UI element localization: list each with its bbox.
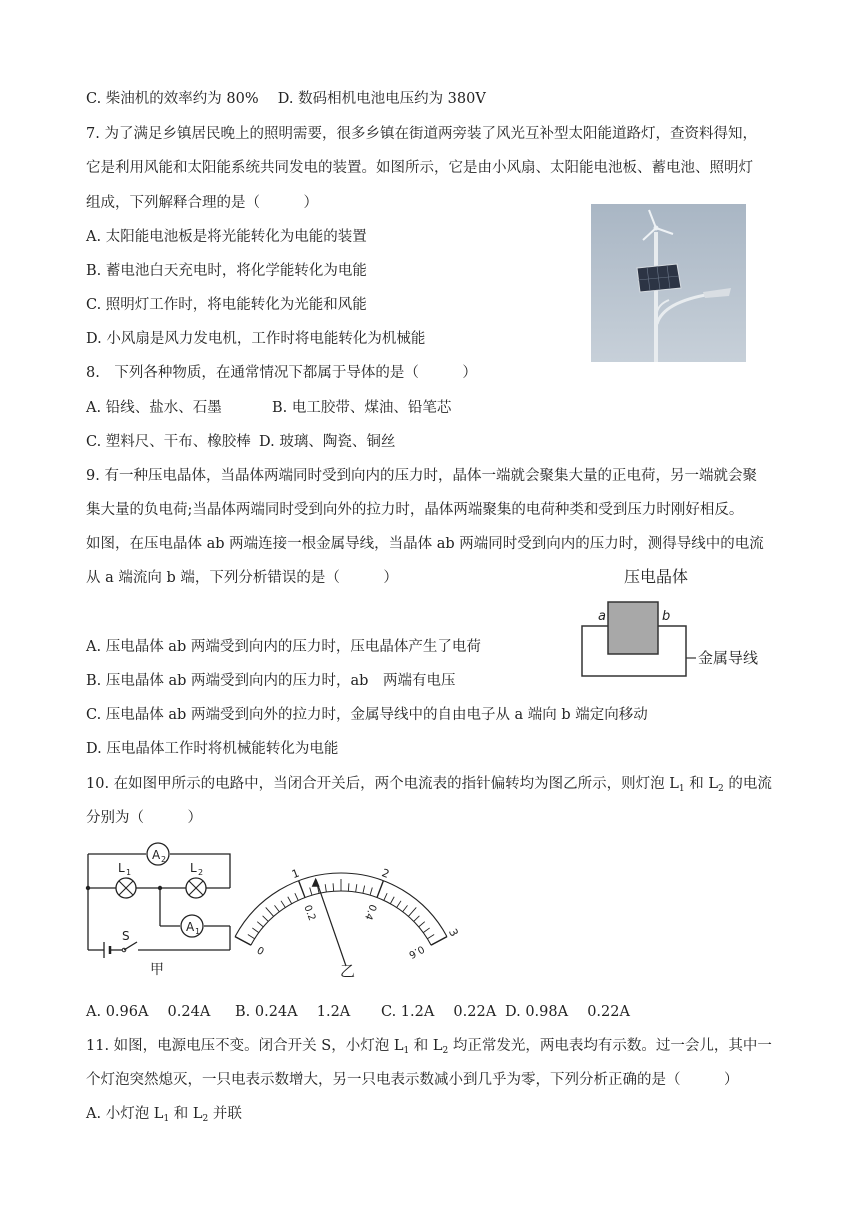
dial-pointer-head — [312, 878, 320, 887]
lamp-l2-sub: 2 — [198, 868, 204, 877]
question-10-option-b: B. 0.24A 1.2A — [235, 1004, 351, 1020]
option-line-c-d: C. 柴油机的效率约为 80% D. 数码相机电池电压约为 380V — [86, 91, 486, 107]
question-10-option-d: D. 0.98A 0.22A — [505, 1004, 630, 1020]
question-9-option-d: D. 压电晶体工作时将机械能转化为电能 — [86, 741, 339, 757]
question-8-stem: 8. 下列各种物质，在通常情况下都属于导体的是（ ） — [86, 365, 477, 381]
question-7-option-c: C. 照明灯工作时，将电能转化为光能和风能 — [86, 297, 367, 313]
dial-tick — [266, 907, 274, 916]
dial-bottom-tick-label: 0 — [254, 945, 266, 959]
question-10-line-2: 分别为（ ） — [86, 810, 202, 826]
question-8-option-b: B. 电工胶带、煤油、铅笔芯 — [272, 400, 452, 416]
dial-tick — [397, 901, 401, 908]
ammeter-dial-yi — [246, 848, 461, 980]
dial-tick — [333, 883, 334, 891]
figure-jia-label: 甲 — [150, 962, 164, 978]
dial-tick — [310, 888, 312, 896]
question-9-line-1: 9. 有一种压电晶体，当晶体两端同时受到向内的压力时，晶体一端就会聚集大量的正电荷，另一端就会聚 — [86, 468, 757, 484]
piezo-a-label: a — [598, 609, 606, 624]
dial-tick — [408, 907, 416, 916]
dial-tick — [281, 901, 285, 908]
dial-tick — [384, 893, 387, 900]
dial-tick — [403, 905, 408, 911]
question-11-line-1: 11. 如图，电源电压不变。闭合开关 S，小灯泡 $L_1$ 和 $L_2$ 均正常发光，两电表均有示数。过一会儿，其中一 — [86, 1038, 772, 1056]
dial-tick — [377, 881, 383, 898]
dial-tick — [423, 928, 429, 933]
dial-tick — [288, 897, 292, 904]
dial-tick — [363, 886, 365, 894]
question-7-option-b: B. 蓄电池白天充电时，将化学能转化为电能 — [86, 263, 367, 279]
circuit-diagram-jia — [80, 836, 240, 981]
question-8-option-a: A. 铅线、盐水、石墨 — [86, 400, 222, 416]
piezo-title-label: 压电晶体 — [624, 567, 689, 586]
lamp-l1-label: L — [118, 861, 125, 875]
switch-label: S — [122, 929, 130, 943]
dial-tick — [274, 905, 279, 911]
ammeter-a2-sub: 2 — [161, 855, 167, 864]
dial-bottom-tick-label: 0.4 — [362, 902, 378, 922]
question-10-option-c: C. 1.2A 0.22A — [381, 1004, 497, 1020]
ammeter-a1-sub: 1 — [195, 927, 201, 936]
dial-bottom-tick-label: 0.6 — [406, 942, 426, 960]
dial-bottom-tick-label: 0.2 — [301, 903, 318, 923]
dial-top-tick-label: 3 — [445, 926, 461, 939]
question-7-option-d: D. 小风扇是风力发电机，工作时将电能转化为机械能 — [86, 331, 426, 347]
question-9-line-2: 集大量的负电荷;当晶体两端同时受到向外的拉力时，晶体两端聚集的电荷种类和受到压力时刚好相反。 — [86, 502, 744, 518]
dial-top-tick-label: 2 — [379, 866, 392, 881]
question-11-option-a: A. 小灯泡 $L_1$ 和 $L_2$ 并联 — [86, 1106, 242, 1124]
question-9-line-3: 如图，在压电晶体 ab 两端连接一根金属导线，当晶体 ab 两端同时受到向内的压力时，测得导线中的电流 — [86, 536, 764, 552]
question-7-line-2: 它是利用风能和太阳能系统共同发电的装置。如图所示，它是由小风扇、太阳能电池板、蓄电池、照明灯 — [86, 160, 753, 176]
dial-tick — [252, 928, 258, 933]
lamp-l2-label: L — [190, 861, 197, 875]
dial-tick — [390, 897, 394, 904]
question-8-option-c: C. 塑料尺、干布、橡胶棒 — [86, 434, 251, 450]
dial-tick — [370, 888, 372, 896]
dial-tick — [419, 922, 425, 927]
ammeter-a2-label: A — [152, 848, 161, 862]
question-11-line-2: 个灯泡突然熄灭，一只电表示数增大，另一只电表示数减小到几乎为零，下列分析正确的是（ ） — [86, 1072, 739, 1088]
piezo-b-label: b — [662, 609, 671, 624]
dial-tick — [414, 916, 420, 922]
question-10-option-a: A. 0.96A 0.24A — [86, 1004, 211, 1020]
question-10-line-1: 10. 在如图甲所示的电路中，当闭合开关后，两个电流表的指针偏转均为图乙所示，则灯泡 $L_1$ 和 $L_2$ 的电流 — [86, 776, 772, 794]
question-7-line-3: 组成，下列解释合理的是（ ） — [86, 195, 318, 211]
dial-tick — [299, 881, 305, 898]
metal-wire-label: 金属导线 — [698, 649, 759, 667]
dial-tick — [348, 883, 349, 891]
dial-tick — [257, 922, 263, 927]
question-9-option-a: A. 压电晶体 ab 两端受到向内的压力时，压电晶体产生了电荷 — [86, 639, 481, 655]
question-7-option-a: A. 太阳能电池板是将光能转化为电能的装置 — [86, 229, 367, 245]
dial-tick — [431, 937, 447, 945]
question-9-option-c: C. 压电晶体 ab 两端受到向外的拉力时，金属导线中的自由电子从 a 端向 b 端定向移动 — [86, 707, 648, 723]
lamp-l1-sub: 1 — [126, 868, 132, 877]
figure-yi-label: 乙 — [340, 962, 356, 980]
street-light-photo — [591, 204, 746, 362]
question-7-line-1: 7. 为了满足乡镇居民晚上的照明需要，很多乡镇在街道两旁装了风光互补型太阳能道路灯，查资料得知， — [86, 126, 757, 142]
dial-pointer — [316, 880, 346, 966]
dial-tick — [356, 884, 357, 892]
dial-tick — [295, 893, 298, 900]
dial-inner-arc — [251, 891, 431, 945]
piezo-crystal-block — [608, 602, 658, 654]
question-8-option-d: D. 玻璃、陶瓷、铜丝 — [259, 434, 396, 450]
question-9-line-4: 从 a 端流向 b 端，下列分析错误的是（ ） — [86, 570, 398, 586]
ammeter-a1-label: A — [186, 920, 195, 934]
dial-tick — [263, 916, 269, 922]
piezo-crystal-diagram — [572, 562, 772, 682]
dial-top-tick-label: 1 — [289, 866, 302, 882]
dial-tick — [325, 884, 326, 892]
dial-tick — [427, 934, 434, 938]
question-9-option-b: B. 压电晶体 ab 两端受到向内的压力时，ab 两端有电压 — [86, 673, 456, 689]
dial-tick — [248, 934, 255, 938]
